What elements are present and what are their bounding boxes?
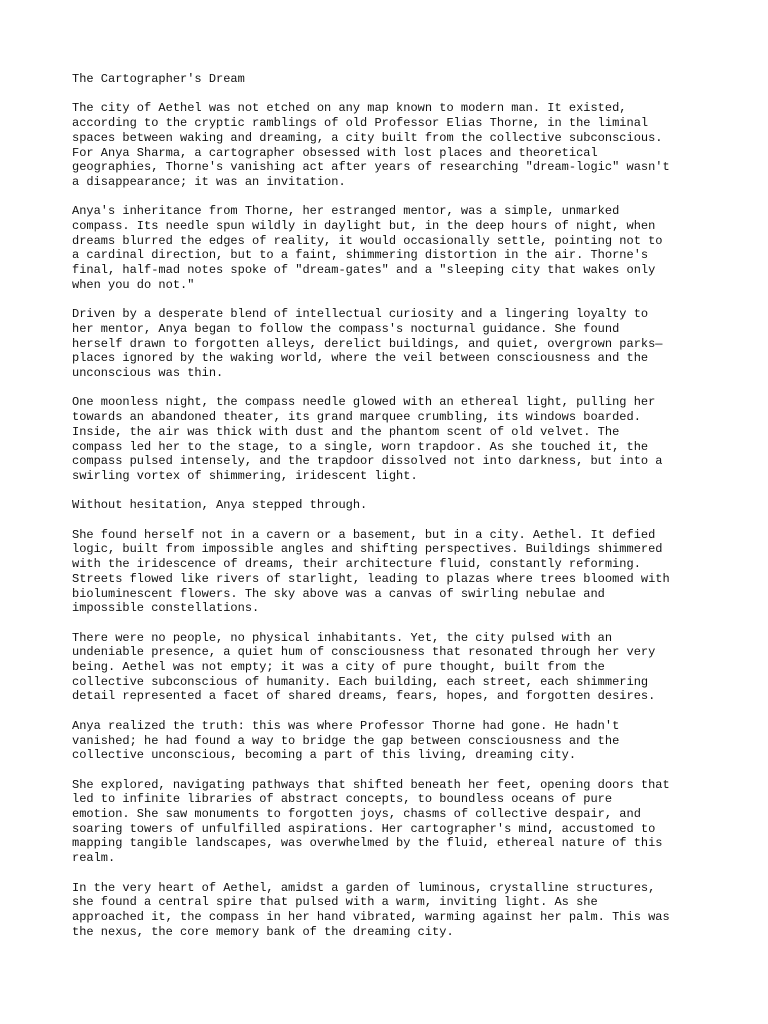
paragraph-1: The city of Aethel was not etched on any map known to modern man. It existed, according to the cryptic ramblings of old Professor Elias Thorne, in the liminal spaces between waking and dreaming, a city built from the collective subconscious. For Anya Sharma, a cartographer obsessed with lost places and theoretical geographies, Thorne's vanishing act after years of researching "dream-logic" wasn't a disappearance; it was an invitation. bbox=[72, 101, 670, 189]
paragraph-9: She explored, navigating pathways that shifted beneath her feet, opening doors that led to infinite libraries of abstract concepts, to boundless oceans of pure emotion. She saw monuments to forgotten joys, chasms of collective despair, and soaring towers of unfulfilled aspirations. Her cartographer's mind, accustomed to mapping tangible landscapes, was overwhelmed by the fluid, ethereal nature of this realm. bbox=[72, 777, 670, 866]
paragraph-3: Driven by a desperate blend of intellectual curiosity and a lingering loyalty to her mentor, Anya began to follow the compass's nocturnal guidance. She found herself drawn to forgotten alleys, derelict buildings, and quiet, overgrown parks— places ignored by the waking world, where the veil between consciousness and the unconscious was thin. bbox=[72, 307, 663, 381]
paragraph-2: Anya's inheritance from Thorne, her estranged mentor, was a simple, unmarked compass. Its needle spun wildly in daylight but, in the deep hours of night, when dreams blurred the edges of reality, it would occasionally settle, pointing not to a cardinal direction, but to a faint, shimmering distortion in the air. Thorne's final, half-mad notes spoke of "dream-gates" and a "sleeping city that wakes only when you do not." bbox=[72, 204, 663, 292]
document-title: The Cartographer's Dream bbox=[72, 72, 245, 86]
paragraph-4: One moonless night, the compass needle glowed with an ethereal light, pulling her towards an abandoned theater, its grand marquee crumbling, its windows boarded. Inside, the air was thick with dust and the phantom scent of old velvet. The compass led her to the stage, to a single, worn trapdoor. As she touched it, the compass pulsed intensely, and the trapdoor dissolved not into darkness, but into a swirling vortex of shimmering, iridescent light. bbox=[72, 395, 663, 483]
paragraph-10: In the very heart of Aethel, amidst a garden of luminous, crystalline structures, she found a central spire that pulsed with a warm, inviting light. As she approached it, the compass in her hand vibrated, warming against her palm. This was the nexus, the core memory bank of the dreaming city. bbox=[72, 880, 670, 939]
paragraph-5: Without hesitation, Anya stepped through. bbox=[72, 498, 368, 513]
paragraph-7: There were no people, no physical inhabitants. Yet, the city pulsed with an undeniable presence, a quiet hum of consciousness that resonated through her very being. Aethel was not empty; it was a city of pure thought, built from the collective subconscious of humanity. Each building, each street, each shimmering detail represented a facet of shared dreams, fears, hopes, and forgotten desires. bbox=[72, 630, 656, 704]
paragraph-8: Anya realized the truth: this was where Professor Thorne had gone. He hadn't vanished; he had found a way to bridge the gap between consciousness and the collective unconscious, becoming a part of this living, dreaming city. bbox=[72, 718, 620, 763]
document-body bbox=[72, 72, 702, 939]
paragraph-6: She found herself not in a cavern or a basement, but in a city. Aethel. It defied logic, built from impossible angles and shifting perspectives. Buildings shimmered with the iridescence of dreams, their architecture fluid, constantly reforming. Streets flowed like rivers of starlight, leading to plazas where trees bloomed with bioluminescent flowers. The sky above was a canvas of swirling nebulae and impossible constellations. bbox=[72, 527, 670, 616]
